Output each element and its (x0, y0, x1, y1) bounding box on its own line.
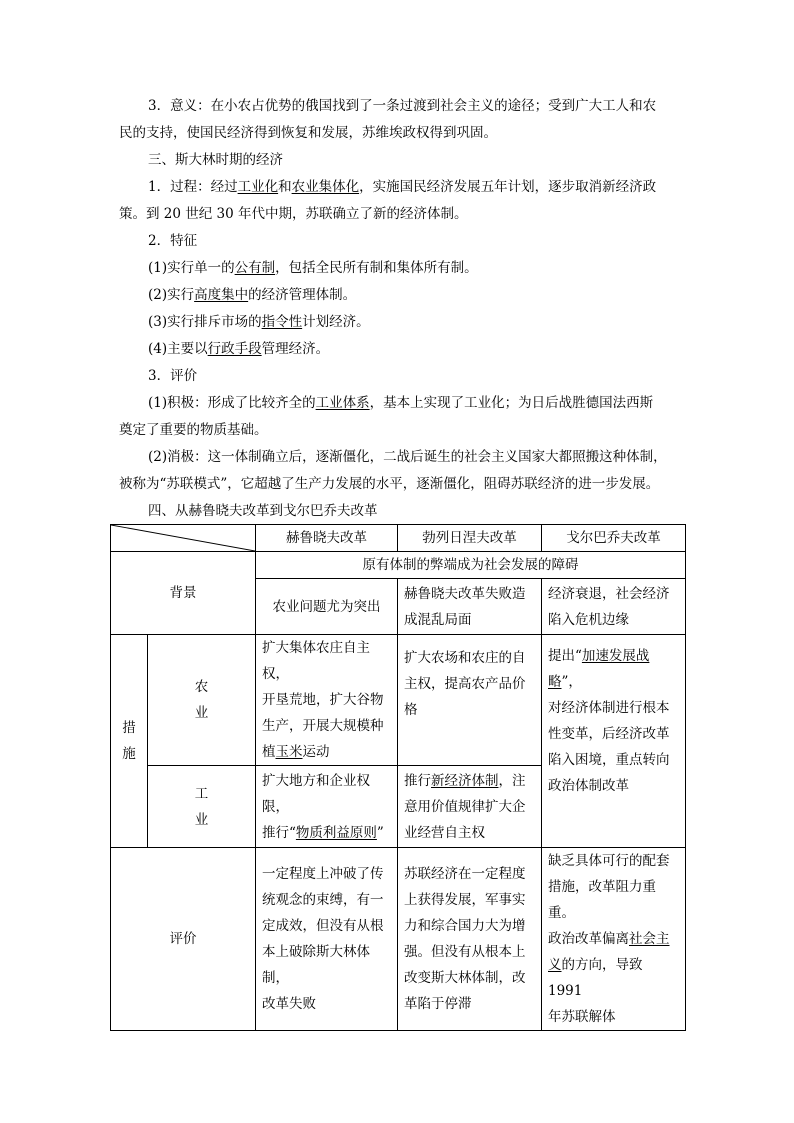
header-khrushchev: 赫鲁晓夫改革 (256, 525, 398, 552)
brezhnev-agriculture: 扩大农场和农庄的自 主权，提高农产品价 格 (398, 635, 542, 766)
process-line2: 策。到 20 世纪 30 年代中期，苏联确立了新的经济体制。 (119, 206, 468, 222)
agriculture-label: 农 业 (148, 635, 256, 766)
brezhnev-evaluation: 苏联经济在一定程度 上获得发展，军事实 力和综合国力大为增 强。但没有从根本上 改变斯大林体制，改 革陷于停滞 (398, 848, 542, 1031)
measures-label: 措 施 (111, 635, 148, 848)
brezhnev-industry: 推行新经济体制，注 意用价值规律扩大企 业经营自主权 (398, 766, 542, 848)
eval-positive-line2: 奠定了重要的物质基础。 (119, 422, 268, 438)
reform-comparison-table (110, 524, 686, 1031)
table-header-row (111, 525, 686, 552)
eval-positive-line1: (1)积极：形成了比较齐全的工业体系，基本上实现了工业化；为日后战胜德国法西斯 (148, 395, 654, 411)
khrushchev-industry: 扩大地方和企业权限， 推行“物质利益原则” (256, 766, 398, 848)
diagonal-line (111, 525, 255, 551)
background-khrushchev: 农业问题尤为突出 (256, 579, 398, 635)
feature-4: (4)主要以行政手段管理经济。 (148, 341, 330, 357)
section-heading-4: 四、从赫鲁晓夫改革到戈尔巴乔夫改革 (148, 503, 378, 519)
evaluation-row (111, 848, 686, 1031)
header-brezhnev: 勃列日涅夫改革 (398, 525, 542, 552)
gorbachev-evaluation: 缺乏具体可行的配套 措施，改革阻力重重。 政治改革偏离社会主 义的方向，导致 1991 年苏联解体 (542, 848, 686, 1031)
industry-label: 工 业 (148, 766, 256, 848)
header-gorbachev: 戈尔巴乔夫改革 (542, 525, 686, 552)
background-label: 背景 (111, 552, 256, 635)
feature-3: (3)实行排斥市场的指令性计划经济。 (148, 314, 370, 330)
khrushchev-evaluation: 一定程度上冲破了传 统观念的束缚，有一 定成效，但没有从根 本上破除斯大林体制， 改革失败 (256, 848, 398, 1031)
p1-line2: 民的支持，使国民经济得到恢复和发展，苏维埃政权得到巩固。 (119, 125, 497, 141)
agriculture-row (111, 635, 686, 766)
process-line1: 1．过程：经过工业化和农业集体化，实施国民经济发展五年计划，逐步取消新经济政 (148, 179, 657, 195)
evaluation-heading: 3．评价 (148, 368, 198, 384)
background-brezhnev: 赫鲁晓夫改革失败造 成混乱局面 (398, 579, 542, 635)
evaluation-label: 评价 (111, 848, 256, 1031)
p1-line1: 3．意义：在小农占优势的俄国找到了一条过渡到社会主义的途径；受到广大工人和农 (148, 98, 657, 114)
eval-negative-line1: (2)消极：这一体制确立后，逐渐僵化，二战后诞生的社会主义国家大都照搬这种体制， (148, 449, 667, 465)
features-heading: 2．特征 (148, 233, 198, 249)
eval-negative-line2: 被称为“苏联模式”，它超越了生产力发展的水平，逐渐僵化，阻碍苏联经济的进一步发展。 (119, 476, 660, 492)
feature-1: (1)实行单一的公有制，包括全民所有制和集体所有制。 (148, 260, 478, 276)
khrushchev-agriculture: 扩大集体农庄自主权， 开垦荒地，扩大谷物 生产，开展大规模种 植玉米运动 (256, 635, 398, 766)
background-common: 原有体制的弊端成为社会发展的障碍 (256, 552, 686, 579)
gorbachev-measures: 提出“加速发展战略”， 对经济体制进行根本 性变革，后经济改革 陷入困境，重点转向 政治体制改革 (542, 635, 686, 848)
diagonal-corner-cell (111, 525, 256, 552)
section-heading-3: 三、斯大林时期的经济 (148, 152, 283, 168)
background-common-row (111, 552, 686, 579)
background-gorbachev: 经济衰退，社会经济 陷入危机边缘 (542, 579, 686, 635)
feature-2: (2)实行高度集中的经济管理体制。 (148, 287, 357, 303)
